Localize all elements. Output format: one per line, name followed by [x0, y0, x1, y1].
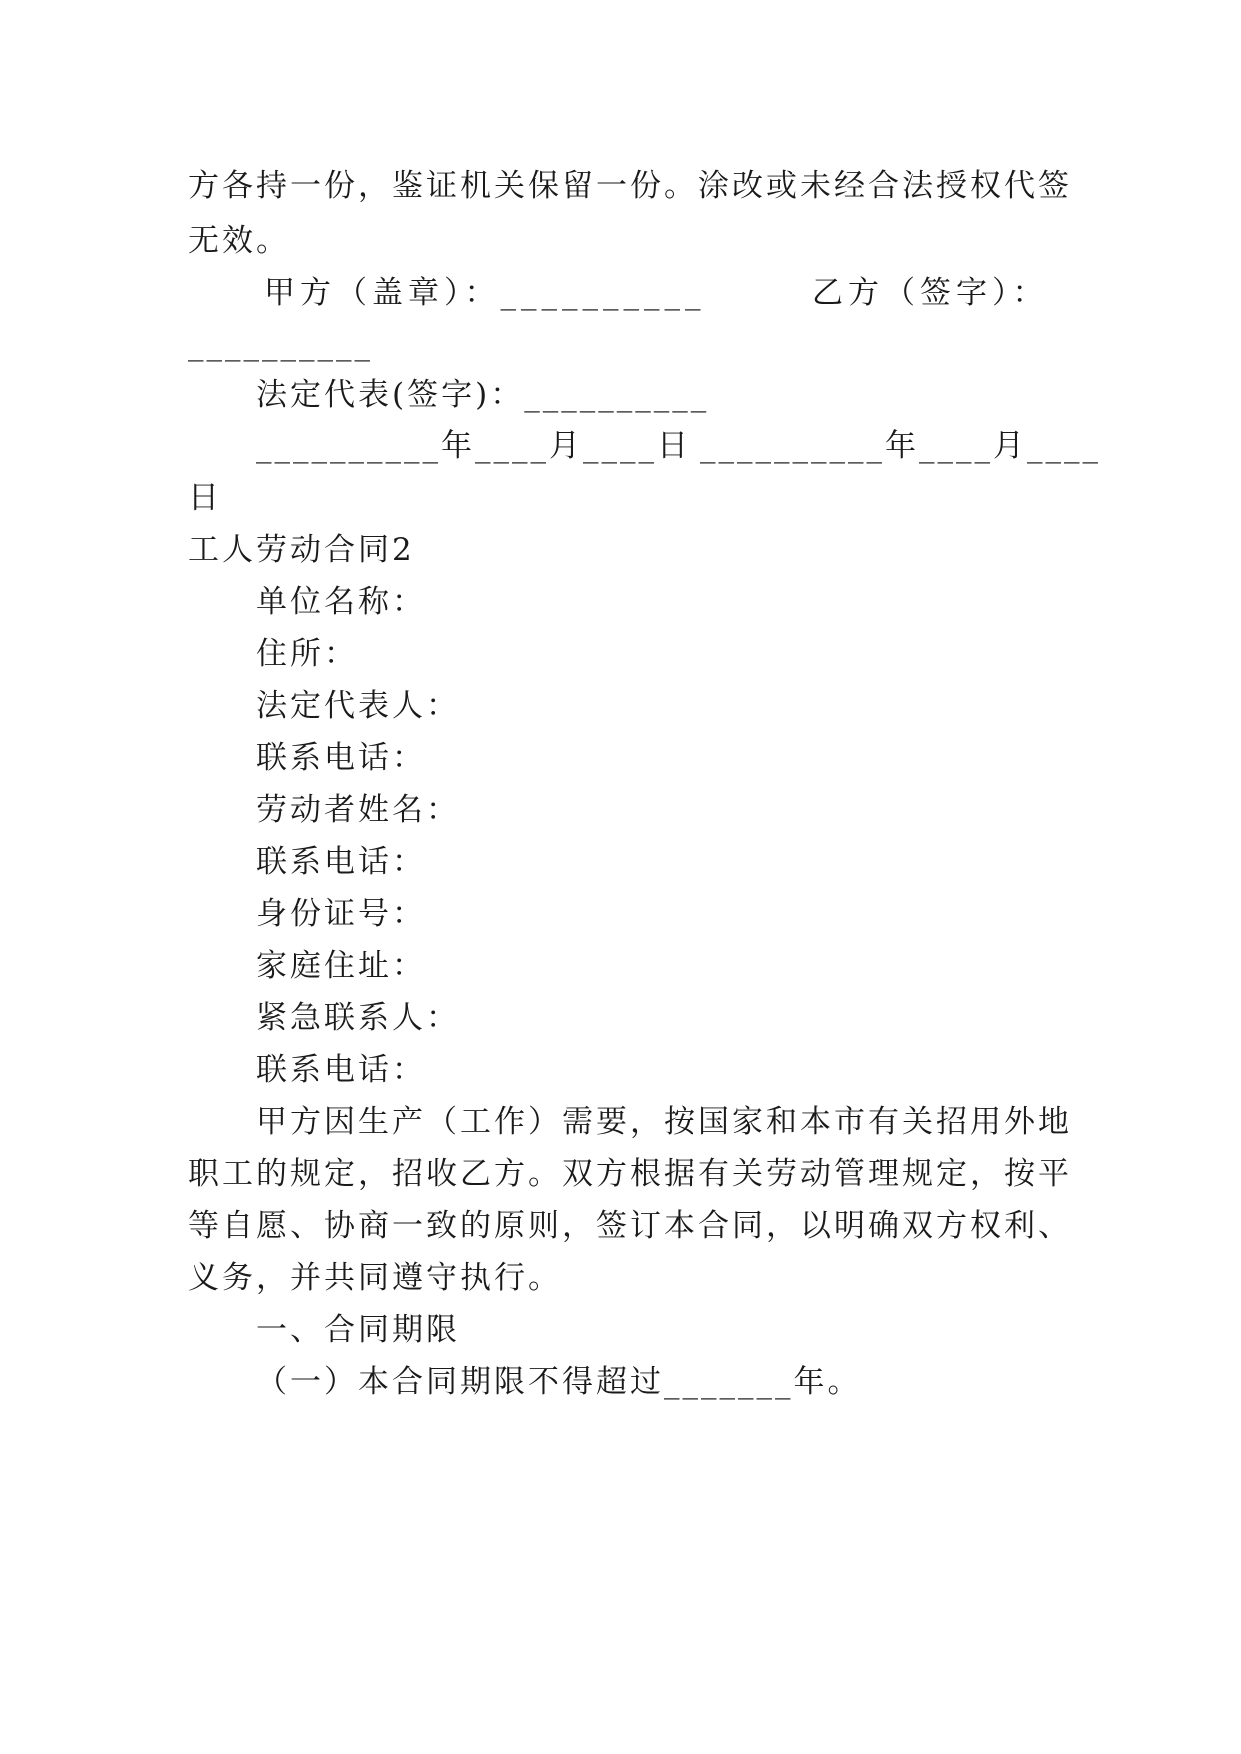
party-b-date-line: __________年____月____	[700, 428, 1101, 464]
paragraph-line: 甲方因生产（工作）需要，按国家和本市有关招用外地	[256, 1104, 1072, 1140]
party-b-sign-blank: __________	[188, 326, 373, 362]
party-a-seal-line: 甲方（盖章）：__________	[264, 275, 706, 311]
party-b-sign-label: 乙方（签字）：	[812, 275, 1049, 311]
contract-heading: 工人劳动合同2	[188, 532, 415, 568]
clause-line: （一）本合同期限不得超过_______年。	[256, 1364, 862, 1400]
legal-rep-sign-line: 法定代表(签字)：__________	[256, 377, 710, 413]
field-worker-name: 劳动者姓名：	[256, 792, 460, 828]
field-home-address: 家庭住址：	[256, 948, 426, 984]
text-line: 方各持一份，鉴证机关保留一份。涂改或未经合法授权代签	[188, 168, 1072, 204]
paragraph-line: 职工的规定，招收乙方。双方根据有关劳动管理规定，按平	[188, 1156, 1072, 1192]
paragraph-line: 等自愿、协商一致的原则，签订本合同，以明确双方权利、	[188, 1208, 1072, 1244]
field-address: 住所：	[256, 636, 358, 672]
party-a-date-line: __________年____月____日	[256, 428, 691, 464]
party-b-date-day: 日	[188, 480, 222, 516]
section-heading: 一、合同期限	[256, 1312, 460, 1348]
field-phone: 联系电话：	[256, 1052, 426, 1088]
field-legal-representative: 法定代表人：	[256, 688, 460, 724]
paragraph-line: 义务，并共同遵守执行。	[188, 1260, 562, 1296]
field-id-number: 身份证号：	[256, 896, 426, 932]
field-phone: 联系电话：	[256, 740, 426, 776]
field-emergency-contact: 紧急联系人：	[256, 1000, 460, 1036]
field-phone: 联系电话：	[256, 844, 426, 880]
text-line: 无效。	[188, 223, 290, 259]
field-unit-name: 单位名称：	[256, 584, 426, 620]
